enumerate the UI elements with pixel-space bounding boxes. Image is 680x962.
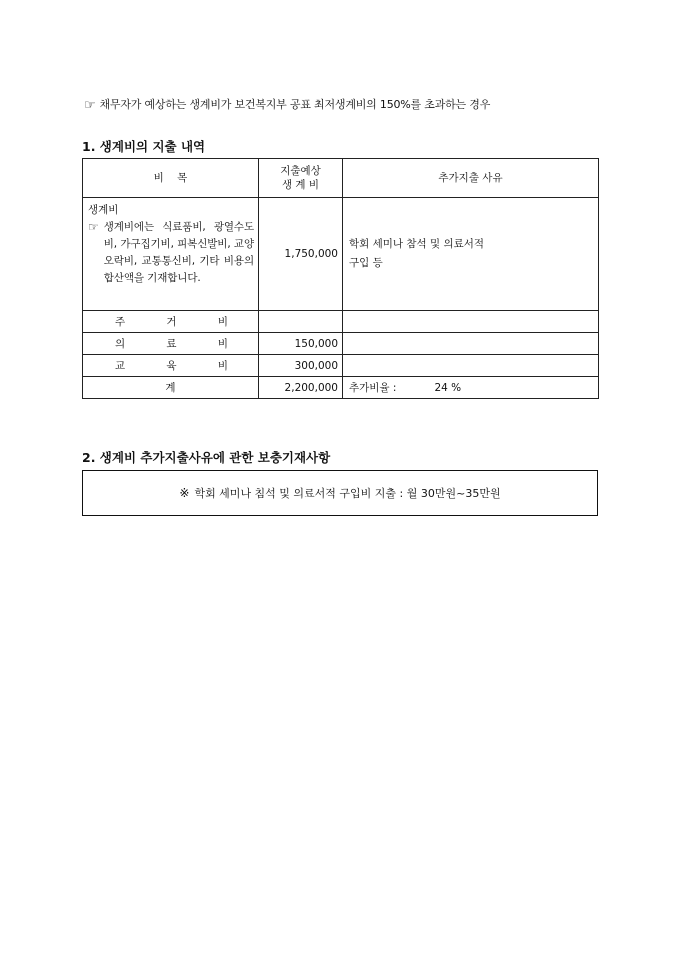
supplementary-note-text: 학회 세미나 침석 및 의료서적 구입비 지출 : 월 30만원~35만원 [194,487,501,500]
housing-reason [343,311,599,333]
living-item-cell [83,198,259,311]
living-amount: 1,750,000 [259,198,343,311]
instruction-text: 채무자가 예상하는 생계비가 보건복지부 공표 최저생계비의 150%를 초과하는 경우 [99,98,491,111]
header-amount-line1: 지출예상 [280,165,321,177]
table-header-row [83,159,599,198]
label-char: 료 [166,338,177,350]
pointing-hand-icon: ☞ [84,98,96,113]
medical-label [83,333,259,355]
section-2-title: 2. 생계비 추가지출사유에 관한 보충기재사항 [82,450,331,465]
section-1-title: 1. 생계비의 지출 내역 [82,139,206,154]
label-char: 교 [115,360,126,372]
label-char: 육 [166,360,177,372]
table-row-living [83,198,599,311]
label-char: 의 [115,338,126,350]
living-expense-table [82,158,599,399]
medical-amount: 150,000 [259,333,343,355]
medical-reason [343,333,599,355]
additional-ratio [343,377,599,399]
living-reason-line2: 구입 등 [349,257,383,269]
ratio-value: 24 % [434,382,462,394]
pointing-hand-icon: ☞ [88,220,99,234]
living-reason-line1: 학회 세미나 참석 및 의료서적 [349,238,485,250]
ratio-label: 추가비율 : [349,382,397,394]
total-label: 계 [83,377,259,399]
label-char: 비 [217,360,228,372]
table-row-housing [83,311,599,333]
table-row-total [83,377,599,399]
header-reason: 추가지출 사유 [343,159,599,198]
instruction-note [84,96,490,113]
living-description-text: 생계비에는 식료품비, 광열수도비, 가구집기비, 피복신발비, 교양오락비, 교통통신비, 기타 비용의 합산액을 기재합니다. [103,221,254,284]
living-description [88,219,254,287]
education-amount: 300,000 [259,355,343,377]
total-amount: 2,200,000 [259,377,343,399]
label-char: 거 [166,316,177,328]
housing-label [83,311,259,333]
living-reason [343,198,599,311]
table-row-education [83,355,599,377]
living-label: 생계비 [88,204,119,216]
housing-amount [259,311,343,333]
education-label [83,355,259,377]
header-amount [259,159,343,198]
header-amount-line2: 생 계 비 [281,179,320,191]
label-char: 주 [115,316,126,328]
table-row-medical [83,333,599,355]
header-item: 비 목 [83,159,259,198]
label-char: 비 [217,316,228,328]
education-reason [343,355,599,377]
reference-mark-icon: ※ [179,486,190,500]
label-char: 비 [217,338,228,350]
supplementary-note-box [82,470,598,516]
